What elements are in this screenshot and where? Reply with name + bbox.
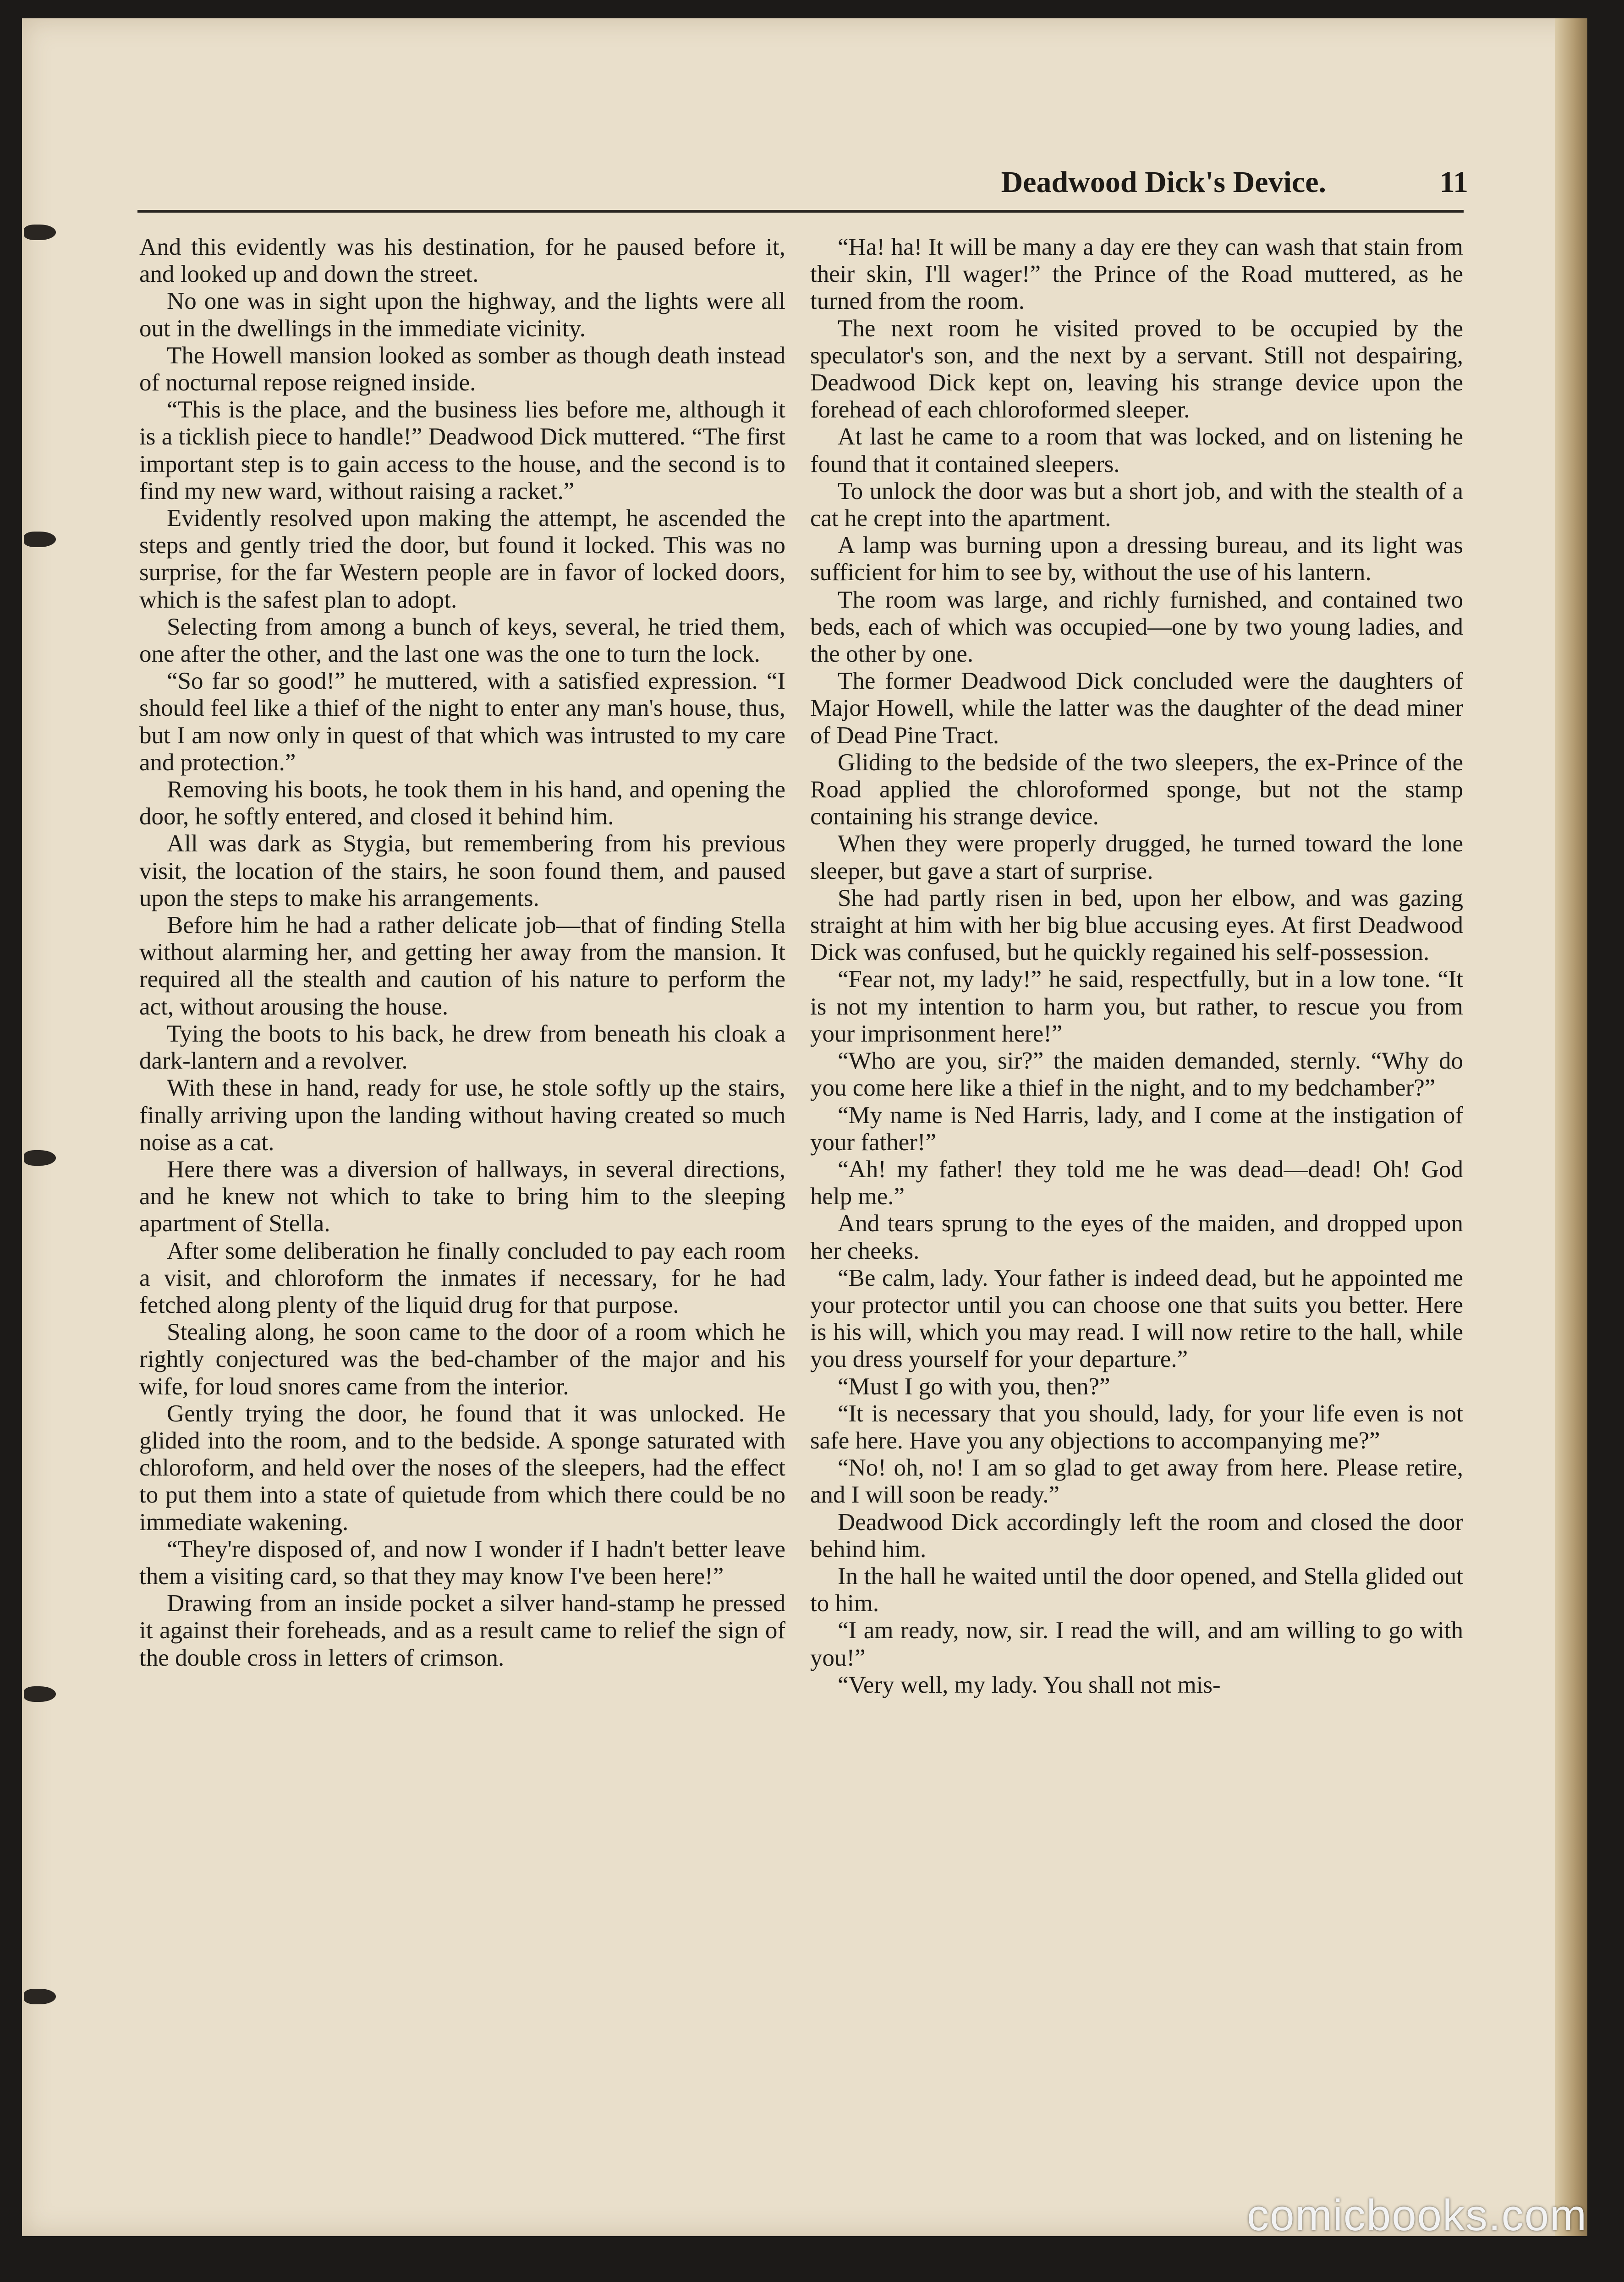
paragraph: Tying the boots to his back, he drew from beneath his cloak a dark-lantern and a revolver. [139, 1020, 785, 1075]
paragraph: “Fear not, my lady!” he said, respectfully, but in a low tone. “It is not my intention to harm you, but rather, to rescue you from your imprisonment here!” [810, 966, 1463, 1047]
paragraph: “Be calm, lady. Your father is indeed dead, but he appointed me your protector until you can choose one that suits you better. Here is his will, which you may read. I will now retire to the hall, while you dress yourself for your departure.” [810, 1264, 1463, 1373]
paragraph: In the hall he waited until the door opened, and Stella glided out to him. [810, 1563, 1463, 1617]
paragraph: “So far so good!” he muttered, with a satisfied expression. “I should feel like a thief of the night to enter any man's house, thus, but I am now only in quest of that which was intrusted to my care and protection.” [139, 668, 785, 776]
paragraph: She had partly risen in bed, upon her elbow, and was gazing straight at him with her big blue accusing eyes. At first Deadwood Dick was confused, but he quickly regained his self-possession. [810, 884, 1463, 966]
right-column [810, 234, 1463, 1699]
paragraph: “I am ready, now, sir. I read the will, and am willing to go with you!” [810, 1617, 1463, 1671]
paragraph: “No! oh, no! I am so glad to get away from here. Please retire, and I will soon be ready.” [810, 1454, 1463, 1509]
paragraph: No one was in sight upon the highway, and the lights were all out in the dwellings in the immediate vicinity. [139, 288, 785, 342]
paragraph: Drawing from an inside pocket a silver hand-stamp he pressed it against their foreheads, and as a result came to relief the sign of the double cross in letters of crimson. [139, 1590, 785, 1671]
paragraph: Here there was a diversion of hallways, in several directions, and he knew not which to take to bring him to the sleeping apartment of Stella. [139, 1156, 785, 1237]
paragraph: Stealing along, he soon came to the door of a room which he rightly conjectured was the bed-chamber of the major and his wife, for loud snores came from the interior. [139, 1319, 785, 1400]
paragraph: The former Deadwood Dick concluded were the daughters of Major Howell, while the latter was the daughter of the dead miner of Dead Pine Tract. [810, 668, 1463, 749]
page-edge [1555, 18, 1587, 2236]
binding-staple [24, 1686, 56, 1702]
magazine-page [22, 18, 1587, 2236]
paragraph: Gently trying the door, he found that it was unlocked. He glided into the room, and to the bedside. A sponge saturated with chloroform, and held over the noses of the sleepers, had the effect to put them into a state of quietude from which there could be no immediate wakening. [139, 1400, 785, 1536]
paragraph: “Ah! my father! they told me he was dead—dead! Oh! God help me.” [810, 1156, 1463, 1210]
paragraph: The next room he visited proved to be occupied by the speculator's son, and the next by a servant. Still not despairing, Deadwood Dick kept on, leaving his strange device upon the forehead of each chloroformed sleeper. [810, 315, 1463, 423]
paragraph: The Howell mansion looked as somber as though death instead of nocturnal repose reigned inside. [139, 342, 785, 396]
paragraph: Before him he had a rather delicate job—that of finding Stella without alarming her, and getting her away from the mansion. It required all the stealth and caution of his nature to perform the act, without arousing the house. [139, 912, 785, 1020]
paragraph: Evidently resolved upon making the attempt, he ascended the steps and gently tried the door, but found it locked. This was no surprise, for the far Western people are in favor of locked doors, which is the safest plan to adopt. [139, 505, 785, 613]
paragraph: And tears sprung to the eyes of the maiden, and dropped upon her cheeks. [810, 1210, 1463, 1264]
paragraph: “Very well, my lady. You shall not mis- [838, 1671, 1221, 1698]
paragraph: Deadwood Dick accordingly left the room and closed the door behind him. [810, 1509, 1463, 1563]
paragraph: “It is necessary that you should, lady, for your life even is not safe here. Have you any objections to accompanying me?” [810, 1400, 1463, 1454]
paragraph: “Who are you, sir?” the maiden demanded, sternly. “Why do you come here like a thief in the night, and to my bedchamber?” [810, 1048, 1463, 1102]
paragraph: At last he came to a room that was locked, and on listening he found that it contained sleepers. [810, 423, 1463, 477]
paragraph: With these in hand, ready for use, he stole softly up the stairs, finally arriving upon the landing without having created so much noise as a cat. [139, 1075, 785, 1156]
paragraph: “This is the place, and the business lies before me, although it is a ticklish piece to handle!” Deadwood Dick muttered. “The first important step is to gain access to the house, and the second is to find my new ward, without raising a racket.” [139, 396, 785, 505]
running-header [137, 156, 1468, 215]
paragraph: To unlock the door was but a short job, and with the stealth of a cat he crept into the apartment. [810, 477, 1463, 532]
binding-staple [24, 225, 56, 240]
binding-staple [24, 1989, 56, 2004]
paragraph: “Ha! ha! It will be many a day ere they can wash that stain from their skin, I'll wager!” the Prince of the Road muttered, as he turned from the room. [810, 234, 1463, 315]
paragraph: The room was large, and richly furnished, and contained two beds, each of which was occupied—one by two young ladies, and the other by one. [810, 586, 1463, 668]
site-watermark: comicbooks.com [1247, 2191, 1587, 2240]
binding-staple [24, 1150, 56, 1166]
header-rule [137, 210, 1464, 213]
paragraph: After some deliberation he finally concluded to pay each room a visit, and chloroform the inmates if necessary, for he had fetched along plenty of the liquid drug for that purpose. [139, 1237, 785, 1318]
paragraph: When they were properly drugged, he turned toward the lone sleeper, but gave a start of surprise. [810, 830, 1463, 884]
paragraph: “Must I go with you, then?” [838, 1373, 1110, 1400]
paragraph: And this evidently was his destination, for he paused before it, and looked up and down the street. [139, 234, 785, 288]
paragraph: All was dark as Stygia, but remembering from his previous visit, the location of the stairs, he soon found them, and paused upon the steps to make his arrangements. [139, 830, 785, 911]
paragraph: A lamp was burning upon a dressing bureau, and its light was sufficient for him to see by, without the use of his lantern. [810, 532, 1463, 586]
paragraph: Removing his boots, he took them in his hand, and opening the door, he softly entered, and closed it behind him. [139, 776, 785, 830]
running-title: Deadwood Dick's Device. [1001, 165, 1326, 199]
page-number: 11 [1439, 165, 1468, 199]
binding-staple [24, 532, 56, 547]
paragraph: “They're disposed of, and now I wonder if I hadn't better leave them a visiting card, so that they may know I've been here!” [139, 1536, 785, 1590]
paragraph: “My name is Ned Harris, lady, and I come at the instigation of your father!” [810, 1102, 1463, 1156]
left-column [139, 234, 785, 1672]
paragraph: Selecting from among a bunch of keys, several, he tried them, one after the other, and the last one was the one to turn the lock. [139, 613, 785, 668]
paragraph: Gliding to the bedside of the two sleepers, the ex-Prince of the Road applied the chloroformed sponge, but not the stamp containing his strange device. [810, 749, 1463, 830]
